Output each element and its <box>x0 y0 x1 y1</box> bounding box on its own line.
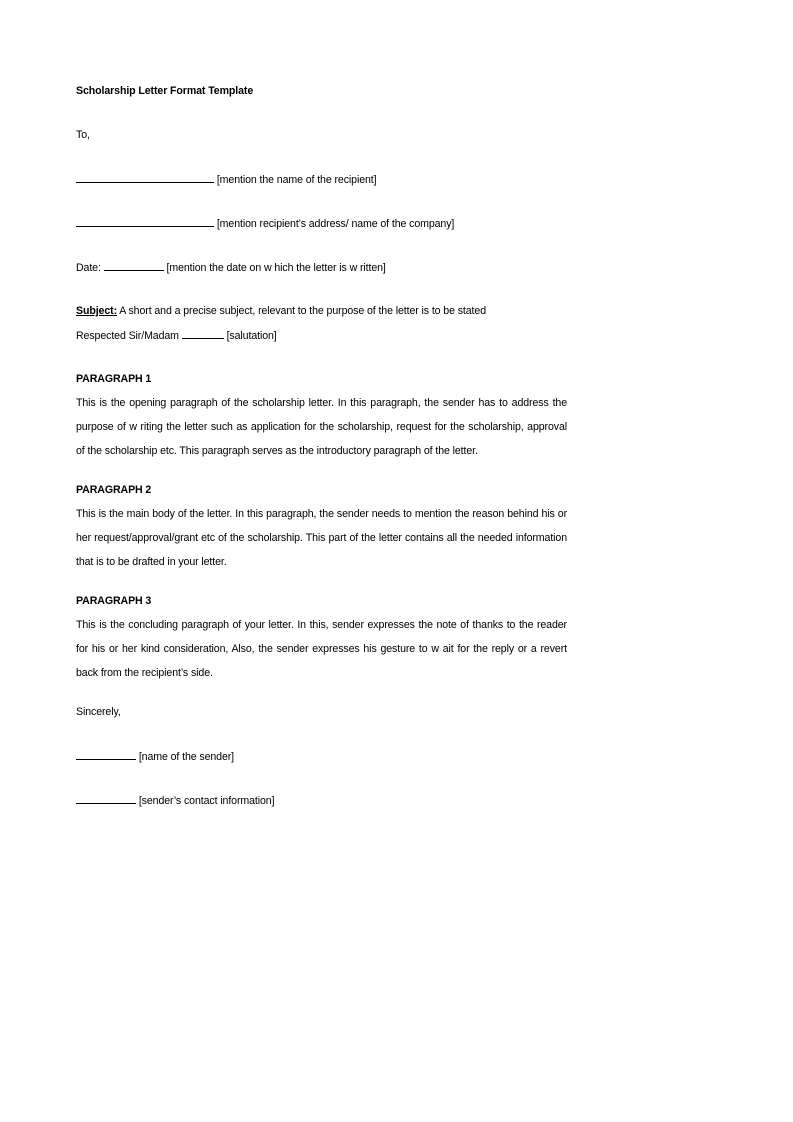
date-line <box>76 260 567 274</box>
salutation-hint: [salutation] <box>223 330 277 342</box>
paragraph-2-text: This is the main body of the letter. In this paragraph, the sender needs to mention the reason behind his or her request/approval/grant etc of the scholarship. This part of the letter contains all the needed information that is to be drafted in your letter. <box>76 508 567 568</box>
to-label: To, <box>76 129 90 141</box>
salutation-blank <box>182 328 224 339</box>
document-title: Scholarship Letter Format Template <box>76 85 254 97</box>
date-label: Date: <box>76 262 104 274</box>
subject-label: Subject: <box>76 305 117 317</box>
recipient-name-hint: [mention the name of the recipient] <box>214 174 377 186</box>
paragraph-3-heading: PARAGRAPH 3 <box>76 595 152 607</box>
recipient-name-blank <box>76 172 214 183</box>
subject-line <box>76 304 567 318</box>
salutation-label: Respected Sir/Madam <box>76 330 182 342</box>
recipient-name-line <box>76 172 567 186</box>
sender-name-hint: [name of the sender] <box>136 751 235 763</box>
subject-text: A short and a precise subject, relevant to the purpose of the letter is to be stated <box>117 305 486 317</box>
recipient-address-blank <box>76 216 214 227</box>
recipient-address-line <box>76 216 567 230</box>
recipient-address-hint: [mention recipient’s address/ name of the company] <box>214 218 455 230</box>
sender-contact-blank <box>76 793 136 804</box>
sender-contact-hint: [sender’s contact information] <box>136 795 275 807</box>
salutation-line <box>76 328 567 342</box>
sender-contact-line <box>76 793 567 807</box>
paragraph-2-heading: PARAGRAPH 2 <box>76 484 152 496</box>
paragraph-1-text: This is the opening paragraph of the scholarship letter. In this paragraph, the sender has to address the purpose of w riting the letter such as application for the scholarship, request for the scholarship, approval of the scholarship etc. This paragraph serves as the introductory paragraph of the letter. <box>76 397 567 457</box>
date-hint: [mention the date on w hich the letter is w ritten] <box>163 262 386 274</box>
letter-content <box>76 84 567 807</box>
date-blank <box>104 260 164 271</box>
sender-name-blank <box>76 749 136 760</box>
paragraph-3-text: This is the concluding paragraph of your letter. In this, sender expresses the note of thanks to the reader for his or her kind consideration, Also, the sender expresses his gesture to w ait for the reply or a revert back from the recipient’s side. <box>76 619 567 679</box>
sender-name-line <box>76 749 567 763</box>
closing: Sincerely, <box>76 706 121 718</box>
paragraph-1-heading: PARAGRAPH 1 <box>76 373 152 385</box>
